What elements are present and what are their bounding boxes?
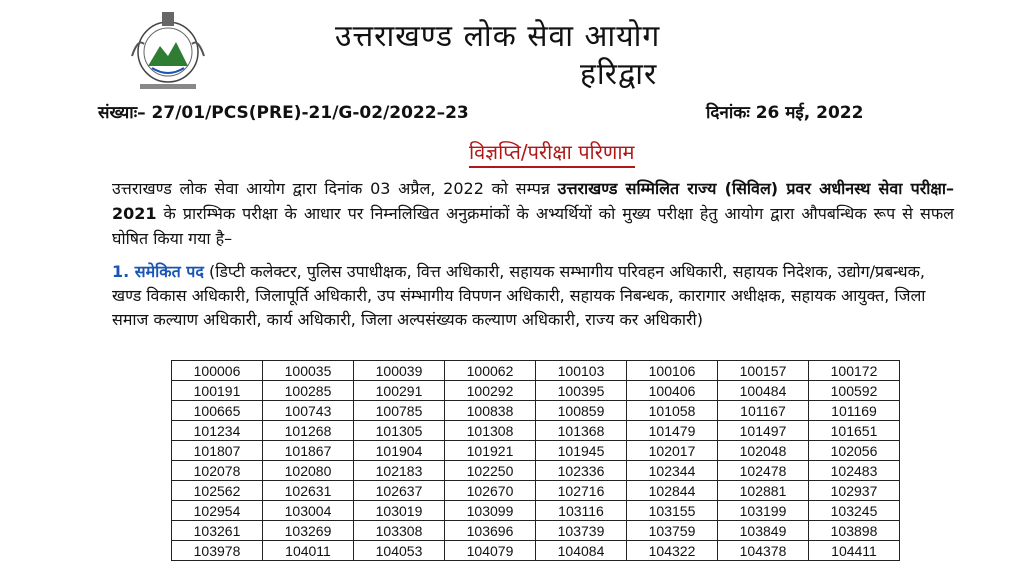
roll-number-cell: 100406 — [627, 381, 718, 401]
roll-number-cell: 103099 — [445, 501, 536, 521]
roll-number-cell: 101268 — [263, 421, 354, 441]
roll-number-cell: 101308 — [445, 421, 536, 441]
roll-number-cell: 104053 — [354, 541, 445, 561]
roll-number-cell: 104079 — [445, 541, 536, 561]
roll-number-cell: 102344 — [627, 461, 718, 481]
roll-number-cell: 100592 — [809, 381, 900, 401]
roll-number-cell: 104011 — [263, 541, 354, 561]
roll-number-cell: 100291 — [354, 381, 445, 401]
section-consolidated-posts — [112, 260, 954, 332]
roll-number-cell: 101305 — [354, 421, 445, 441]
roll-number-cell: 102954 — [172, 501, 263, 521]
intro-paragraph — [112, 176, 954, 251]
notice-heading: विज्ञप्ति/परीक्षा परिणाम — [469, 138, 635, 168]
roll-number-cell: 102478 — [718, 461, 809, 481]
roll-number-cell: 100743 — [263, 401, 354, 421]
intro-text-2: के प्रारम्भिक परीक्षा के आधार पर निम्नलिखित अनुक्रमांकों के अभ्यर्थियों को मुख्य परीक्षा हेतु आयोग द्वारा औपबन्धिक रूप से सफल घोषित किया गया है– — [112, 204, 954, 248]
roll-number-cell: 103696 — [445, 521, 536, 541]
roll-number-cell: 103004 — [263, 501, 354, 521]
roll-number-cell: 101807 — [172, 441, 263, 461]
roll-number-cell: 103019 — [354, 501, 445, 521]
roll-number-cell: 104084 — [536, 541, 627, 561]
roll-number-cell: 102078 — [172, 461, 263, 481]
table-row — [172, 441, 900, 461]
roll-number-table — [171, 360, 900, 561]
commission-emblem — [126, 8, 210, 92]
roll-number-cell: 100103 — [536, 361, 627, 381]
roll-number-cell: 100395 — [536, 381, 627, 401]
roll-number-cell: 103261 — [172, 521, 263, 541]
roll-number-cell: 104411 — [809, 541, 900, 561]
roll-number-cell: 103155 — [627, 501, 718, 521]
roll-number-cell: 103199 — [718, 501, 809, 521]
table-row — [172, 361, 900, 381]
table-row — [172, 481, 900, 501]
roll-number-cell: 100191 — [172, 381, 263, 401]
roll-number-cell: 101167 — [718, 401, 809, 421]
roll-number-cell: 102056 — [809, 441, 900, 461]
roll-number-cell: 100838 — [445, 401, 536, 421]
roll-number-cell: 103978 — [172, 541, 263, 561]
roll-number-cell: 100062 — [445, 361, 536, 381]
roll-number-cell: 102483 — [809, 461, 900, 481]
roll-number-cell: 100292 — [445, 381, 536, 401]
roll-number-cell: 102881 — [718, 481, 809, 501]
roll-number-cell: 101368 — [536, 421, 627, 441]
roll-number-cell: 102017 — [627, 441, 718, 461]
roll-number-cell: 100665 — [172, 401, 263, 421]
roll-number-cell: 101479 — [627, 421, 718, 441]
roll-number-cell: 100006 — [172, 361, 263, 381]
roll-number-cell: 102637 — [354, 481, 445, 501]
roll-number-cell: 102080 — [263, 461, 354, 481]
roll-number-cell: 102562 — [172, 481, 263, 501]
intro-text-1: उत्तराखण्ड लोक सेवा आयोग द्वारा दिनांक 03 अप्रैल, 2022 को सम्पन्न — [112, 179, 558, 198]
roll-number-cell: 102250 — [445, 461, 536, 481]
table-row — [172, 401, 900, 421]
roll-number-cell: 101651 — [809, 421, 900, 441]
roll-number-cell: 101921 — [445, 441, 536, 461]
table-row — [172, 461, 900, 481]
roll-number-cell: 100285 — [263, 381, 354, 401]
roll-number-cell: 100785 — [354, 401, 445, 421]
roll-number-cell: 100859 — [536, 401, 627, 421]
exam-name: उत्तराखण्ड सम्मिलित राज्य (सिविल) प्रवर अधीनस्थ सेवा परीक्षा– 2021 — [112, 179, 955, 223]
roll-number-cell: 103739 — [536, 521, 627, 541]
roll-number-cell: 103245 — [809, 501, 900, 521]
roll-number-cell: 103898 — [809, 521, 900, 541]
roll-number-cell: 103116 — [536, 501, 627, 521]
date-label: दिनांकः — [706, 103, 750, 123]
roll-number-cell: 101945 — [536, 441, 627, 461]
roll-number-cell: 100157 — [718, 361, 809, 381]
roll-number-cell: 102631 — [263, 481, 354, 501]
date-value: 26 मई, 2022 — [755, 103, 864, 123]
roll-number-cell: 102844 — [627, 481, 718, 501]
roll-number-cell: 100484 — [718, 381, 809, 401]
roll-number-cell: 100172 — [809, 361, 900, 381]
roll-number-cell: 101904 — [354, 441, 445, 461]
roll-number-cell: 103308 — [354, 521, 445, 541]
roll-number-cell: 101058 — [627, 401, 718, 421]
roll-number-cell: 103269 — [263, 521, 354, 541]
roll-number-cell: 102937 — [809, 481, 900, 501]
roll-number-cell: 101867 — [263, 441, 354, 461]
table-row — [172, 421, 900, 441]
table-row — [172, 501, 900, 521]
roll-number-cell: 101169 — [809, 401, 900, 421]
roll-number-cell: 100035 — [263, 361, 354, 381]
table-row — [172, 381, 900, 401]
section-title: 1. समेकित पद — [112, 262, 204, 281]
roll-number-cell: 103759 — [627, 521, 718, 541]
roll-number-cell: 101234 — [172, 421, 263, 441]
roll-number-cell: 102670 — [445, 481, 536, 501]
section-posts: (डिप्टी कलेक्टर, पुलिस उपाधीक्षक, वित्त अधिकारी, सहायक सम्भागीय परिवहन अधिकारी, सहायक निदेशक, उद्योग/प्रबन्धक, खण्ड विकास अधिकारी, जिलापूर्ति अधिकारी, उप संम्भागीय विपणन अधिकारी, सहायक निबन्धक, कारागार अधीक्षक, सहायक आयुक्त, जिला समाज कल्याण अधिकारी, कार्य अधिकारी, जिला अल्पसंख्यक कल्याण अधिकारी, राज्य कर अधिकारी) — [112, 262, 926, 329]
roll-number-cell: 104322 — [627, 541, 718, 561]
roll-number-cell: 101497 — [718, 421, 809, 441]
roll-number-cell: 100106 — [627, 361, 718, 381]
roll-number-cell: 103849 — [718, 521, 809, 541]
roll-number-cell: 102183 — [354, 461, 445, 481]
reference-number: संख्याः– 27/01/PCS(PRE)-21/G-02/2022–23 — [98, 103, 469, 123]
notice-date — [706, 100, 863, 123]
org-city: हरिद्वार — [580, 57, 658, 92]
roll-number-cell: 100039 — [354, 361, 445, 381]
roll-number-cell: 102336 — [536, 461, 627, 481]
table-row — [172, 521, 900, 541]
roll-number-cell: 102716 — [536, 481, 627, 501]
roll-number-cell: 104378 — [718, 541, 809, 561]
table-row — [172, 541, 900, 561]
org-title: उत्तराखण्ड लोक सेवा आयोग — [335, 19, 661, 54]
roll-number-cell: 102048 — [718, 441, 809, 461]
